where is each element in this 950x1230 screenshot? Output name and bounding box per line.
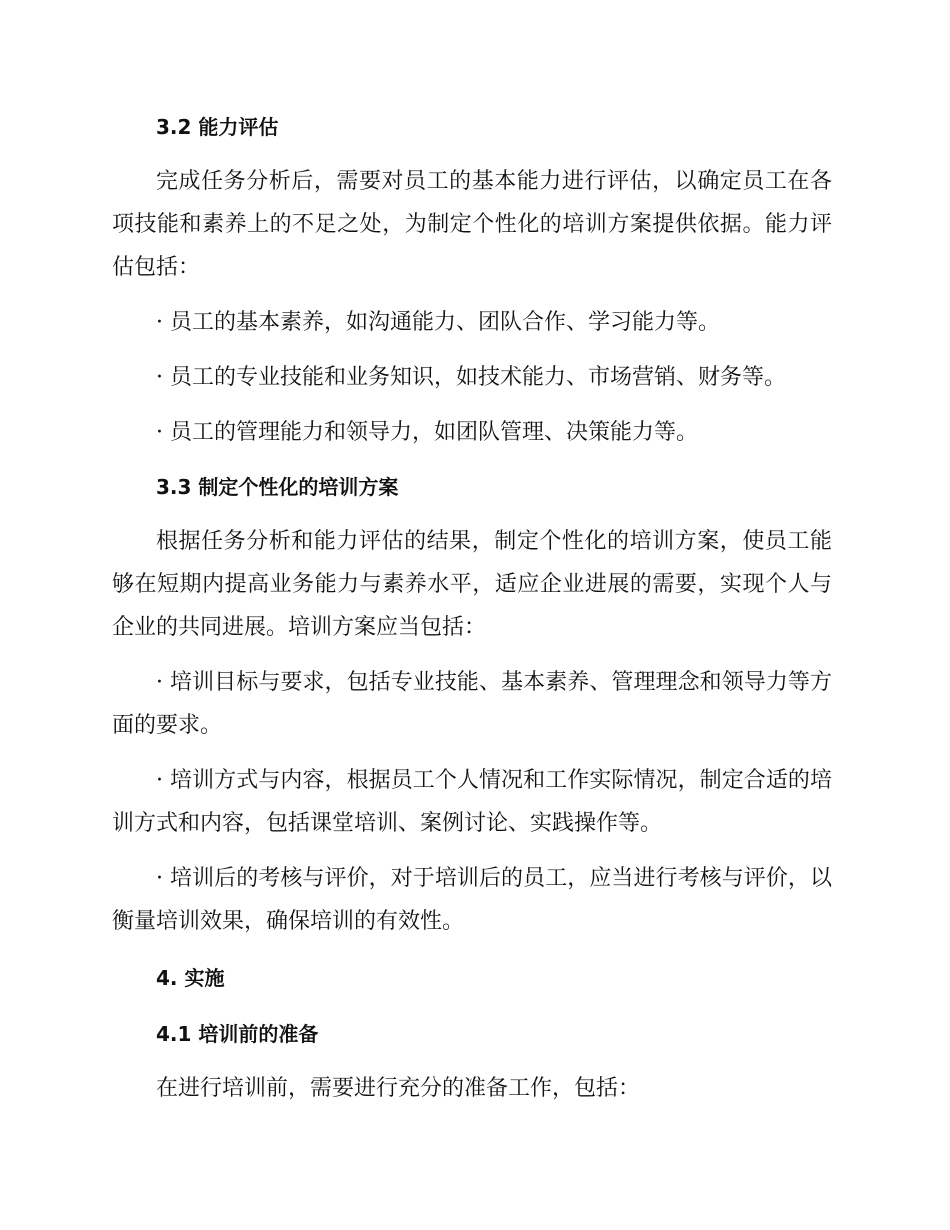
document-page bbox=[112, 104, 832, 1110]
bullet-item: · 员工的基本素养，如沟通能力、团队合作、学习能力等。 bbox=[156, 310, 720, 335]
paragraph-ability-assessment: 完成任务分析后，需要对员工的基本能力进行评估，以确定员工在各项技能和素养上的不足之处，为制定个性化的培训方案提供依据。能力评估包括： bbox=[112, 169, 832, 280]
bullet-item: · 培训目标与要求，包括专业技能、基本素养、管理理念和领导力等方面的要求。 bbox=[112, 670, 832, 738]
paragraph-preparation: 在进行培训前，需要进行充分的准备工作，包括： bbox=[156, 1076, 641, 1101]
section-heading-4-1: 4.1 培训前的准备 bbox=[156, 1022, 319, 1046]
bullet-item: · 培训后的考核与评价，对于培训后的员工，应当进行考核与评价，以衡量培训效果，确保培训的有效性。 bbox=[112, 866, 832, 934]
bullet-item: · 培训方式与内容，根据员工个人情况和工作实际情况，制定合适的培训方式和内容，包括课堂培训、案例讨论、实践操作等。 bbox=[112, 768, 832, 836]
section-heading-3-3: 3.3 制定个性化的培训方案 bbox=[156, 475, 399, 499]
paragraph-training-plan: 根据任务分析和能力评估的结果，制定个性化的培训方案，使员工能够在短期内提高业务能力与素养水平，适应企业进展的需要，实现个人与企业的共同进展。培训方案应当包括： bbox=[112, 529, 832, 640]
section-heading-3-2: 3.2 能力评估 bbox=[156, 115, 279, 139]
bullet-item: · 员工的管理能力和领导力，如团队管理、决策能力等。 bbox=[156, 420, 698, 445]
bullet-item: · 员工的专业技能和业务知识，如技术能力、市场营销、财务等。 bbox=[156, 365, 786, 390]
section-heading-4: 4. 实施 bbox=[156, 966, 225, 990]
